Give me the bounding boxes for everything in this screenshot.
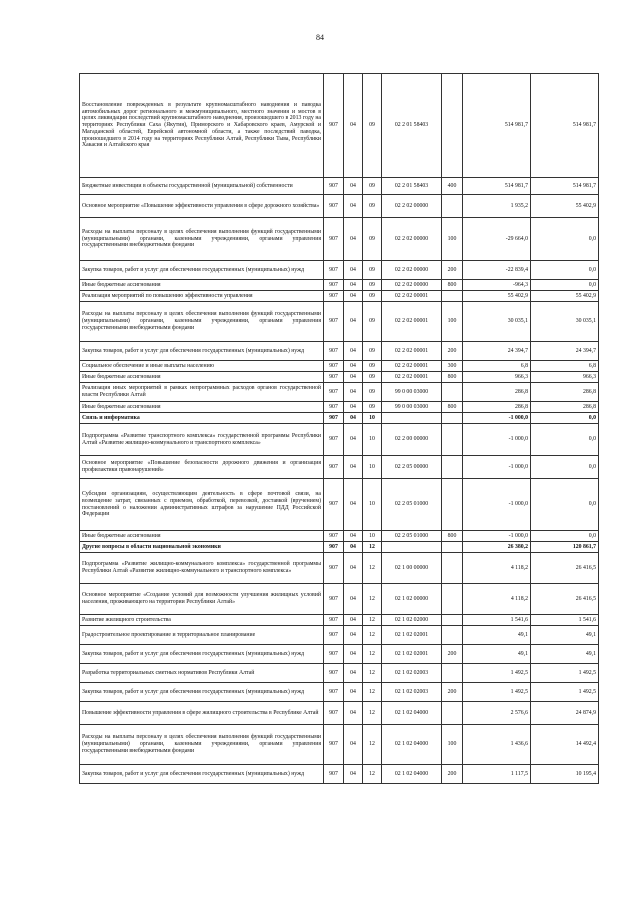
- cell-expense-name: Разработка территориальных сметных нормативов Республики Алтай: [80, 664, 324, 683]
- cell-admin-code: 907: [324, 664, 344, 683]
- cell-subsection: 12: [363, 683, 382, 702]
- cell-admin-code: 907: [324, 626, 344, 645]
- cell-subsection: 12: [363, 584, 382, 615]
- cell-amount-change: 286,8: [463, 402, 531, 413]
- cell-expense-name: Реализация иных мероприятий в рамках непрограммных расходов органов государственной власти Республики Алтай: [80, 383, 324, 402]
- cell-amount-change: -1 000,0: [463, 456, 531, 479]
- cell-admin-code: 907: [324, 178, 344, 195]
- table-row: [80, 725, 599, 765]
- cell-amount-change: 966,3: [463, 372, 531, 383]
- table-row: [80, 456, 599, 479]
- cell-amount-change: -1 000,0: [463, 413, 531, 424]
- cell-amount-total: 286,8: [531, 402, 599, 413]
- cell-expense-name: Расходы на выплаты персоналу в целях обеспечения выполнения функций государственными (муниципальными) органами, казенными учреждениями, органами управления государственными внебюджетными фондами: [80, 725, 324, 765]
- cell-target-article: 02 1 02 04000: [382, 725, 442, 765]
- cell-amount-total: 26 416,5: [531, 584, 599, 615]
- cell-expense-name: Закупка товаров, работ и услуг для обеспечения государственных (муниципальных) нужд: [80, 342, 324, 361]
- budget-table-body: [80, 74, 599, 784]
- cell-subsection: 12: [363, 626, 382, 645]
- cell-amount-total: 120 861,7: [531, 542, 599, 553]
- cell-subsection: 12: [363, 615, 382, 626]
- table-row: [80, 645, 599, 664]
- table-row: [80, 342, 599, 361]
- table-row: [80, 413, 599, 424]
- cell-amount-total: 0,0: [531, 531, 599, 542]
- cell-amount-change: -1 000,0: [463, 479, 531, 531]
- cell-expense-type: 100: [442, 218, 463, 261]
- cell-expense-name: Основное мероприятие «Повышение безопасности дорожного движения и организация профилактики правонарушений»: [80, 456, 324, 479]
- cell-admin-code: 907: [324, 553, 344, 584]
- cell-target-article: 02 2 02 00001: [382, 372, 442, 383]
- cell-subsection: 09: [363, 178, 382, 195]
- cell-amount-total: 514 981,7: [531, 74, 599, 178]
- cell-target-article: 02 1 02 02001: [382, 645, 442, 664]
- cell-expense-type: [442, 195, 463, 218]
- cell-admin-code: 907: [324, 683, 344, 702]
- cell-expense-name: Подпрограмма «Развитие жилищно-коммунального комплекса» государственной программы Республики Алтай «Развитие жилищно-коммунального и транспортного комплекса»: [80, 553, 324, 584]
- cell-amount-change: 49,1: [463, 645, 531, 664]
- cell-target-article: 02 2 02 00000: [382, 261, 442, 280]
- cell-target-article: 02 1 02 02003: [382, 664, 442, 683]
- cell-admin-code: 907: [324, 702, 344, 725]
- cell-amount-total: 1 492,5: [531, 683, 599, 702]
- cell-section: 04: [344, 74, 363, 178]
- cell-target-article: 02 2 00 00000: [382, 424, 442, 456]
- cell-admin-code: 907: [324, 615, 344, 626]
- table-row: [80, 542, 599, 553]
- cell-amount-change: 514 981,7: [463, 74, 531, 178]
- cell-admin-code: 907: [324, 479, 344, 531]
- table-row: [80, 584, 599, 615]
- cell-target-article: 02 1 02 02001: [382, 626, 442, 645]
- table-row: [80, 424, 599, 456]
- cell-expense-type: 100: [442, 725, 463, 765]
- cell-target-article: 02 2 02 00001: [382, 291, 442, 302]
- cell-subsection: 10: [363, 479, 382, 531]
- table-row: [80, 402, 599, 413]
- cell-admin-code: 907: [324, 542, 344, 553]
- table-row: [80, 702, 599, 725]
- cell-subsection: 10: [363, 413, 382, 424]
- table-row: [80, 531, 599, 542]
- cell-expense-type: 800: [442, 402, 463, 413]
- table-row: [80, 372, 599, 383]
- cell-admin-code: 907: [324, 302, 344, 342]
- cell-expense-name: Основное мероприятие «Создание условий для возможности улучшения жилищных условий населения, проживающего на территории Республики Алтай»: [80, 584, 324, 615]
- table-row: [80, 765, 599, 784]
- cell-target-article: 02 2 02 00001: [382, 342, 442, 361]
- cell-admin-code: 907: [324, 372, 344, 383]
- cell-expense-name: Закупка товаров, работ и услуг для обеспечения государственных (муниципальных) нужд: [80, 645, 324, 664]
- cell-subsection: 09: [363, 302, 382, 342]
- cell-section: 04: [344, 402, 363, 413]
- cell-amount-change: 4 118,2: [463, 584, 531, 615]
- cell-section: 04: [344, 626, 363, 645]
- cell-admin-code: 907: [324, 531, 344, 542]
- cell-amount-change: 514 981,7: [463, 178, 531, 195]
- cell-target-article: 02 2 02 00001: [382, 302, 442, 342]
- cell-subsection: 09: [363, 402, 382, 413]
- cell-expense-type: 800: [442, 372, 463, 383]
- table-row: [80, 664, 599, 683]
- cell-expense-name: Расходы на выплаты персоналу в целях обеспечения выполнения функций государственными (муниципальными) органами, казенными учреждениями, органами управления государственными внебюджетными фондами: [80, 218, 324, 261]
- cell-target-article: 02 1 02 02000: [382, 615, 442, 626]
- table-row: [80, 280, 599, 291]
- cell-amount-change: 1 492,5: [463, 664, 531, 683]
- cell-section: 04: [344, 765, 363, 784]
- cell-expense-name: Подпрограмма «Развитие транспортного комплекса» государственной программы Республики Алтай «Развитие жилищно-коммунального и транспортного комплекса»: [80, 424, 324, 456]
- cell-section: 04: [344, 372, 363, 383]
- cell-target-article: 02 2 01 58403: [382, 74, 442, 178]
- cell-admin-code: 907: [324, 74, 344, 178]
- cell-amount-change: 1 436,6: [463, 725, 531, 765]
- cell-amount-change: 4 118,2: [463, 553, 531, 584]
- cell-section: 04: [344, 702, 363, 725]
- cell-section: 04: [344, 195, 363, 218]
- cell-amount-change: 30 035,1: [463, 302, 531, 342]
- cell-expense-type: [442, 702, 463, 725]
- cell-expense-name: Бюджетные инвестиции в объекты государственной (муниципальной) собственности: [80, 178, 324, 195]
- budget-table: [79, 73, 599, 784]
- cell-admin-code: 907: [324, 195, 344, 218]
- cell-amount-change: 2 576,6: [463, 702, 531, 725]
- cell-amount-change: -1 000,0: [463, 424, 531, 456]
- cell-amount-change: -22 839,4: [463, 261, 531, 280]
- cell-expense-type: [442, 479, 463, 531]
- cell-section: 04: [344, 542, 363, 553]
- table-row: [80, 361, 599, 372]
- cell-subsection: 09: [363, 261, 382, 280]
- table-row: [80, 615, 599, 626]
- cell-admin-code: 907: [324, 456, 344, 479]
- cell-subsection: 12: [363, 702, 382, 725]
- cell-section: 04: [344, 302, 363, 342]
- cell-expense-name: Иные бюджетные ассигнования: [80, 402, 324, 413]
- cell-section: 04: [344, 261, 363, 280]
- cell-expense-name: Основное мероприятие «Повышение эффективности управления в сфере дорожного хозяйства»: [80, 195, 324, 218]
- cell-section: 04: [344, 645, 363, 664]
- cell-expense-type: [442, 664, 463, 683]
- cell-admin-code: 907: [324, 725, 344, 765]
- cell-expense-type: 200: [442, 342, 463, 361]
- cell-amount-total: 49,1: [531, 645, 599, 664]
- cell-target-article: 02 1 02 00000: [382, 584, 442, 615]
- cell-amount-total: 0,0: [531, 413, 599, 424]
- cell-admin-code: 907: [324, 383, 344, 402]
- cell-target-article: 02 2 02 00000: [382, 218, 442, 261]
- cell-subsection: 12: [363, 664, 382, 683]
- cell-amount-change: -29 664,0: [463, 218, 531, 261]
- cell-section: 04: [344, 531, 363, 542]
- cell-amount-total: 6,8: [531, 361, 599, 372]
- cell-section: 04: [344, 383, 363, 402]
- cell-amount-total: 14 492,4: [531, 725, 599, 765]
- cell-subsection: 12: [363, 542, 382, 553]
- cell-amount-change: 286,8: [463, 383, 531, 402]
- cell-target-article: 99 0 00 03000: [382, 383, 442, 402]
- cell-subsection: 12: [363, 645, 382, 664]
- cell-target-article: 02 2 02 00001: [382, 361, 442, 372]
- cell-admin-code: 907: [324, 291, 344, 302]
- cell-amount-total: 24 874,9: [531, 702, 599, 725]
- cell-section: 04: [344, 218, 363, 261]
- cell-expense-type: [442, 615, 463, 626]
- cell-expense-type: 400: [442, 178, 463, 195]
- cell-expense-type: [442, 584, 463, 615]
- cell-admin-code: 907: [324, 765, 344, 784]
- cell-amount-total: 24 394,7: [531, 342, 599, 361]
- cell-target-article: 02 2 05 00000: [382, 456, 442, 479]
- cell-expense-name: Связь и информатика: [80, 413, 324, 424]
- table-row: [80, 302, 599, 342]
- cell-expense-name: Закупка товаров, работ и услуг для обеспечения государственных (муниципальных) нужд: [80, 765, 324, 784]
- cell-section: 04: [344, 553, 363, 584]
- cell-amount-change: 1 117,5: [463, 765, 531, 784]
- cell-section: 04: [344, 280, 363, 291]
- cell-expense-type: 200: [442, 645, 463, 664]
- table-row: [80, 479, 599, 531]
- cell-amount-total: 0,0: [531, 280, 599, 291]
- cell-amount-change: 1 935,2: [463, 195, 531, 218]
- cell-admin-code: 907: [324, 413, 344, 424]
- cell-expense-name: Социальное обеспечение и иные выплаты населению: [80, 361, 324, 372]
- cell-subsection: 09: [363, 361, 382, 372]
- cell-admin-code: 907: [324, 280, 344, 291]
- cell-expense-name: Иные бюджетные ассигнования: [80, 280, 324, 291]
- cell-subsection: 09: [363, 74, 382, 178]
- cell-expense-name: Закупка товаров, работ и услуг для обеспечения государственных (муниципальных) нужд: [80, 683, 324, 702]
- cell-expense-type: [442, 413, 463, 424]
- cell-target-article: 02 2 02 00000: [382, 195, 442, 218]
- cell-section: 04: [344, 342, 363, 361]
- cell-admin-code: 907: [324, 645, 344, 664]
- cell-section: 04: [344, 683, 363, 702]
- cell-amount-total: 514 981,7: [531, 178, 599, 195]
- table-row: [80, 291, 599, 302]
- cell-expense-name: Развитие жилищного строительства: [80, 615, 324, 626]
- cell-amount-total: 0,0: [531, 218, 599, 261]
- cell-amount-change: 1 541,6: [463, 615, 531, 626]
- cell-expense-type: 800: [442, 280, 463, 291]
- cell-amount-total: 26 416,5: [531, 553, 599, 584]
- cell-amount-change: -1 000,0: [463, 531, 531, 542]
- cell-amount-total: 30 035,1: [531, 302, 599, 342]
- cell-section: 04: [344, 615, 363, 626]
- cell-amount-total: 0,0: [531, 424, 599, 456]
- cell-expense-type: [442, 74, 463, 178]
- cell-amount-change: 26 380,2: [463, 542, 531, 553]
- cell-expense-name: Субсидии организациям, осуществляющим деятельность в сфере почтовой связи, на возмещение затрат, связанных с приемом, обработкой, перевозкой, доставкой (вручением) постановлений о наложении административных штрафов за нарушение ПДД Российской Федерации: [80, 479, 324, 531]
- cell-expense-type: [442, 553, 463, 584]
- cell-expense-type: [442, 456, 463, 479]
- cell-expense-name: Повышение эффективности управления в сфере жилищного строительства в Республике Алтай: [80, 702, 324, 725]
- cell-section: 04: [344, 725, 363, 765]
- cell-expense-name: Реализация мероприятий по повышению эффективности управления: [80, 291, 324, 302]
- cell-target-article: 02 1 00 00000: [382, 553, 442, 584]
- cell-amount-total: 1 492,5: [531, 664, 599, 683]
- cell-amount-total: 966,3: [531, 372, 599, 383]
- cell-subsection: 10: [363, 531, 382, 542]
- cell-expense-name: Восстановление поврежденных в результате крупномасштабного наводнения и паводка автомобильных дорог регионального и межмуниципального, местного значения и мостов в целях ликвидации последствий крупномасштабного наводнения, произошедшего в 2013 году на территориях Республики Саха (Якутия), Приморского и Хабаровского краев, Амурской и Магаданской областей, Еврейской автономной области, а также последствий паводка, произошедшего в 2014 году на территориях Республики Алтай, Республики Тыва, Республики Хакасия и Алтайского края: [80, 74, 324, 178]
- cell-expense-name: Расходы на выплаты персоналу в целях обеспечения выполнения функций государственными (муниципальными) органами, казенными учреждениями, органами управления государственными внебюджетными фондами: [80, 302, 324, 342]
- cell-subsection: 10: [363, 424, 382, 456]
- table-row: [80, 195, 599, 218]
- cell-subsection: 09: [363, 280, 382, 291]
- cell-section: 04: [344, 456, 363, 479]
- table-row: [80, 383, 599, 402]
- cell-section: 04: [344, 361, 363, 372]
- cell-amount-total: 0,0: [531, 261, 599, 280]
- cell-expense-type: [442, 424, 463, 456]
- cell-expense-name: Градостроительное проектирование и территориальное планирование: [80, 626, 324, 645]
- cell-expense-type: 800: [442, 531, 463, 542]
- cell-section: 04: [344, 424, 363, 456]
- cell-amount-change: -964,3: [463, 280, 531, 291]
- cell-section: 04: [344, 413, 363, 424]
- table-row: [80, 178, 599, 195]
- cell-amount-total: 1 541,6: [531, 615, 599, 626]
- cell-admin-code: 907: [324, 361, 344, 372]
- cell-target-article: 02 2 05 01000: [382, 479, 442, 531]
- cell-amount-change: 49,1: [463, 626, 531, 645]
- cell-subsection: 09: [363, 342, 382, 361]
- cell-admin-code: 907: [324, 584, 344, 615]
- cell-subsection: 09: [363, 372, 382, 383]
- cell-amount-total: 55 402,9: [531, 291, 599, 302]
- cell-admin-code: 907: [324, 402, 344, 413]
- cell-subsection: 09: [363, 291, 382, 302]
- cell-expense-name: Другие вопросы в области национальной экономики: [80, 542, 324, 553]
- cell-amount-total: 286,8: [531, 383, 599, 402]
- cell-target-article: 02 2 01 58403: [382, 178, 442, 195]
- cell-section: 04: [344, 291, 363, 302]
- cell-expense-type: [442, 383, 463, 402]
- cell-target-article: 02 2 02 00000: [382, 280, 442, 291]
- cell-expense-type: 200: [442, 683, 463, 702]
- table-row: [80, 261, 599, 280]
- cell-expense-name: Иные бюджетные ассигнования: [80, 531, 324, 542]
- cell-target-article: 02 1 02 04000: [382, 702, 442, 725]
- cell-expense-name: Закупка товаров, работ и услуг для обеспечения государственных (муниципальных) нужд: [80, 261, 324, 280]
- cell-admin-code: 907: [324, 261, 344, 280]
- cell-expense-name: Иные бюджетные ассигнования: [80, 372, 324, 383]
- cell-section: 04: [344, 664, 363, 683]
- cell-target-article: 02 1 02 04000: [382, 765, 442, 784]
- cell-amount-total: 0,0: [531, 456, 599, 479]
- table-row: [80, 626, 599, 645]
- table-row: [80, 553, 599, 584]
- cell-amount-change: 55 402,9: [463, 291, 531, 302]
- cell-target-article: 02 2 05 01000: [382, 531, 442, 542]
- cell-subsection: 12: [363, 725, 382, 765]
- cell-admin-code: 907: [324, 424, 344, 456]
- cell-target-article: [382, 413, 442, 424]
- cell-subsection: 09: [363, 383, 382, 402]
- cell-admin-code: 907: [324, 218, 344, 261]
- cell-admin-code: 907: [324, 342, 344, 361]
- cell-amount-change: 24 394,7: [463, 342, 531, 361]
- cell-subsection: 09: [363, 218, 382, 261]
- cell-expense-type: [442, 626, 463, 645]
- cell-expense-type: 200: [442, 261, 463, 280]
- cell-amount-change: 6,8: [463, 361, 531, 372]
- cell-expense-type: [442, 542, 463, 553]
- cell-section: 04: [344, 178, 363, 195]
- cell-expense-type: 200: [442, 765, 463, 784]
- table-row: [80, 218, 599, 261]
- cell-section: 04: [344, 584, 363, 615]
- cell-expense-type: 100: [442, 302, 463, 342]
- table-row: [80, 74, 599, 178]
- cell-target-article: 99 0 00 03000: [382, 402, 442, 413]
- cell-target-article: [382, 542, 442, 553]
- cell-amount-total: 55 402,9: [531, 195, 599, 218]
- cell-subsection: 12: [363, 553, 382, 584]
- cell-target-article: 02 1 02 02003: [382, 683, 442, 702]
- cell-expense-type: 300: [442, 361, 463, 372]
- cell-subsection: 09: [363, 195, 382, 218]
- cell-amount-total: 0,0: [531, 479, 599, 531]
- cell-amount-change: 1 492,5: [463, 683, 531, 702]
- cell-expense-type: [442, 291, 463, 302]
- table-row: [80, 683, 599, 702]
- page-number: 84: [316, 33, 324, 42]
- cell-section: 04: [344, 479, 363, 531]
- cell-amount-total: 49,1: [531, 626, 599, 645]
- cell-subsection: 12: [363, 765, 382, 784]
- cell-amount-total: 10 195,4: [531, 765, 599, 784]
- cell-subsection: 10: [363, 456, 382, 479]
